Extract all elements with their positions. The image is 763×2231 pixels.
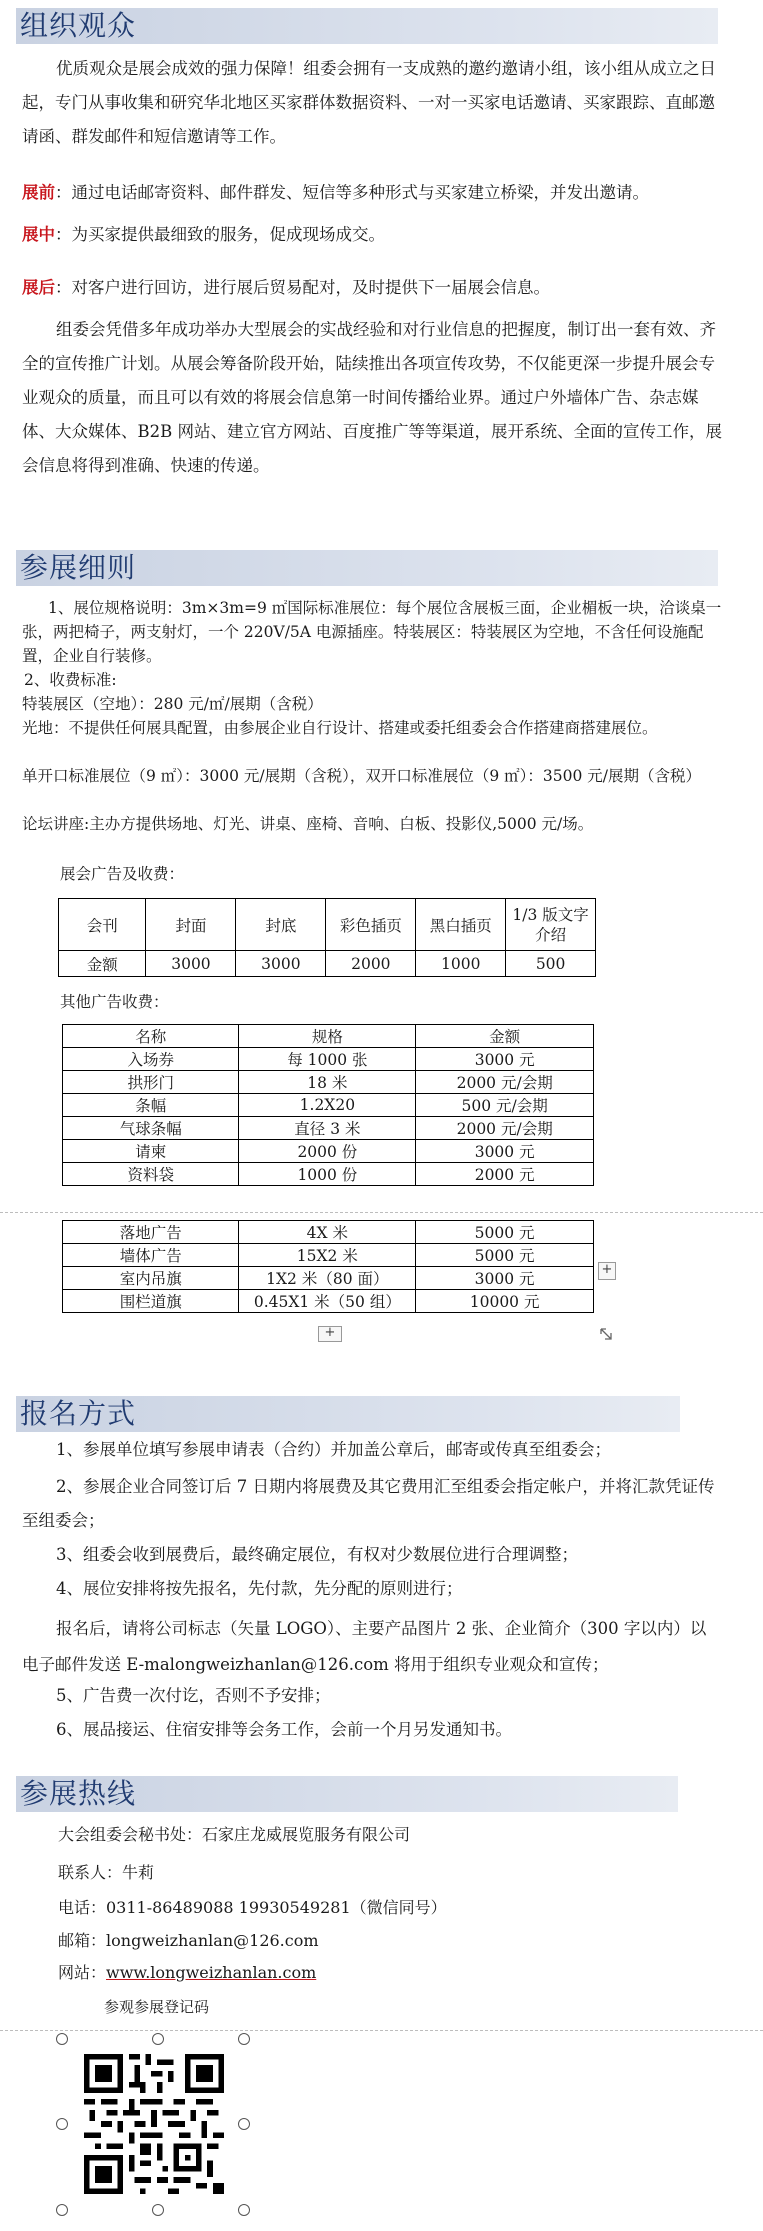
signup-item-1: 1、参展单位填写参展申请表（合约）并加盖公章后，邮寄或传真至组委会； [56,1440,611,1459]
table-cell: 3000 元 [416,1048,594,1071]
ad-table-row [59,951,596,977]
other-ad-table [62,1024,594,1186]
hotline-website [58,1962,316,1984]
during-text: ：为买家提供最细致的服务，促成现场成交。 [55,225,385,244]
image-resize-handle[interactable] [56,2118,68,2130]
image-resize-handle[interactable] [238,2033,250,2045]
ad-header-cell: 1/3 版文字介绍 [506,899,596,951]
table-cell: 5000 元 [416,1221,594,1244]
table-row [63,1267,594,1290]
table-cell: 资料袋 [63,1163,239,1186]
table-cell: 1X2 米（80 面） [239,1267,416,1290]
ad-header-cell: 封面 [146,899,236,951]
other-ad-table-continued [62,1220,594,1313]
qr-caption: 参观参展登记码 [104,1998,210,2016]
ad-cell: 金额 [59,951,146,977]
table-cell: 3000 元 [416,1140,594,1163]
add-column-button[interactable]: + [598,1262,616,1280]
table-row [63,1221,594,1244]
table-cell: 室内吊旗 [63,1267,239,1290]
section-title-details: 参展细则 [20,551,137,584]
signup-item-3: 3、组委会收到展费后，最终确定展位，有权对少数展位进行合理调整； [56,1545,578,1564]
table-cell: 1.2X20 [239,1094,416,1117]
ad-price-table [58,898,596,977]
section-title-audience: 组织观众 [20,9,137,42]
section-header-signup [16,1396,680,1432]
hotline-organizer: 大会组委会秘书处：石家庄龙威展览服务有限公司 [58,1825,411,1844]
before-label: 展前 [22,183,55,202]
other-table-header-row [63,1025,594,1048]
table-cell: 3000 元 [416,1267,594,1290]
details-line4: 光地：不提供任何展具配置，由参展企业自行设计、搭建或委托组委会合作搭建商搭建展位。 [22,719,658,737]
audience-promo: 组委会凭借多年成功举办大型展会的实战经验和对行业信息的把握度，制订出一套有效、齐全的宣传推广计划。从展会筹备阶段开始，陆续推出各项宣传攻势，不仅能更深一步提升展会专业观众的质量，而且可以有效的将展会信息第一时间传播给业界。通过户外墙体广告、杂志媒体、大众媒体、B2B 网站、建立官方网站、百度推广等等渠道，展开系统、全面的宣传工作，展会信息将得到准确、快速的传递。 [22,320,722,475]
table-cell: 直径 3 米 [239,1117,416,1140]
ad-cell: 1000 [416,951,506,977]
image-resize-handle[interactable] [152,2033,164,2045]
table-cell: 15X2 米 [239,1244,416,1267]
table-row [63,1290,594,1313]
table-cell: 500 元/会期 [416,1094,594,1117]
section-header-audience [16,8,718,44]
table-cell: 2000 份 [239,1140,416,1163]
other-ad-caption: 其他广告收费： [60,993,169,1011]
during-label: 展中 [22,225,55,244]
table-cell: 请柬 [63,1140,239,1163]
table-cell: 条幅 [63,1094,239,1117]
image-resize-handle[interactable] [238,2118,250,2130]
other-header-cell: 名称 [63,1025,239,1048]
details-line3: 特装展区（空地）：280 元/㎡/展期（含税） [22,695,323,713]
page-break-line-2 [0,2030,763,2031]
signup-item-2: 2、参展企业合同签订后 7 日期内将展费及其它费用汇至组委会指定帐户，并将汇款凭证传至组委会； [22,1477,715,1530]
table-cell: 围栏道旗 [63,1290,239,1313]
table-cell: 5000 元 [416,1244,594,1267]
image-resize-handle[interactable] [56,2033,68,2045]
ad-header-cell: 封底 [236,899,326,951]
details-line6: 论坛讲座:主办方提供场地、灯光、讲桌、座椅、音响、白板、投影仪,5000 元/场。 [22,815,594,833]
table-cell: 气球条幅 [63,1117,239,1140]
ad-cell: 500 [506,951,596,977]
qr-code-image[interactable] [84,2054,224,2194]
ad-header-cell: 会刊 [59,899,146,951]
image-resize-handle[interactable] [56,2204,68,2216]
table-row [63,1117,594,1140]
image-resize-handle[interactable] [238,2204,250,2216]
ad-caption: 展会广告及收费： [60,865,185,883]
details-line5: 单开口标准展位（9 ㎡）：3000 元/展期（含税），双开口标准展位（9 ㎡）：3500 元/展期（含税） [22,767,702,785]
table-cell: 2000 元 [416,1163,594,1186]
table-cell: 墙体广告 [63,1244,239,1267]
other-header-cell: 规格 [239,1025,416,1048]
table-row [63,1071,594,1094]
audience-after [22,271,722,305]
audience-before [22,176,722,210]
table-row [63,1244,594,1267]
section-title-hotline: 参展热线 [20,1777,137,1810]
table-cell: 拱形门 [63,1071,239,1094]
resize-icon [598,1326,614,1342]
table-cell: 1000 份 [239,1163,416,1186]
table-row [63,1140,594,1163]
ad-header-cell: 黑白插页 [416,899,506,951]
signup-item-5 [22,1611,722,1683]
table-row [63,1094,594,1117]
ad-cell: 2000 [326,951,416,977]
website-link[interactable]: www.longweizhanlan.com [106,1963,317,1982]
table-cell: 10000 元 [416,1290,594,1313]
signup-item-4: 4、展位安排将按先报名，先付款，先分配的原则进行； [56,1579,463,1598]
table-resize-handle[interactable] [598,1326,614,1342]
image-resize-handle[interactable] [152,2204,164,2216]
audience-during [22,218,722,252]
signup-item-6: 5、广告费一次付讫，否则不予安排； [56,1686,331,1705]
ad-header-cell: 彩色插页 [326,899,416,951]
details-line2: 2、收费标准: [24,671,117,689]
table-cell: 4X 米 [239,1221,416,1244]
hotline-contact-person: 联系人：牛莉 [58,1863,155,1882]
table-cell: 18 米 [239,1071,416,1094]
table-row [63,1163,594,1186]
email-value[interactable]: longweizhanlan@126.com [106,1931,319,1950]
email-label: 邮箱： [58,1931,107,1950]
section-title-signup: 报名方式 [20,1397,137,1430]
details-line1: 1、展位规格说明：3m×3m=9 ㎡国际标准展位：每个展位含展板三面，企业楣板一块，洽谈桌一张，两把椅子，两支射灯，一个 220V/5A 电源插座。特装展区：特装展区为空地，不含任何设施配置，企业自行装修。 [22,599,722,665]
table-cell: 2000 元/会期 [416,1117,594,1140]
signup-item-7: 6、展品接运、住宿安排等会务工作，会前一个月另发通知书。 [56,1720,512,1739]
table-cell: 入场券 [63,1048,239,1071]
hotline-email [58,1930,319,1952]
website-label: 网站： [58,1963,107,1982]
ad-table-header-row [59,899,596,951]
add-row-button[interactable]: + [318,1326,342,1342]
table-cell: 落地广告 [63,1221,239,1244]
signup-item-5-text: 报名后，请将公司标志（矢量 LOGO）、主要产品图片 2 张、企业简介（300 字以内）以电子邮件发送 E-malongweizhanlan@126.com 将用于组织专业观众和宣传； [22,1619,707,1674]
before-text: ：通过电话邮寄资料、邮件群发、短信等多种形式与买家建立桥梁，并发出邀请。 [55,183,649,202]
section-header-details [16,550,718,586]
hotline-phone: 电话：0311-86489088 19930549281（微信同号） [58,1898,447,1917]
table-cell: 每 1000 张 [239,1048,416,1071]
ad-cell: 3000 [146,951,236,977]
ad-cell: 3000 [236,951,326,977]
table-cell: 2000 元/会期 [416,1071,594,1094]
after-label: 展后 [22,278,55,297]
table-cell: 0.45X1 米（50 组） [239,1290,416,1313]
other-header-cell: 金额 [416,1025,594,1048]
section-header-hotline [16,1776,678,1812]
audience-intro: 优质观众是展会成效的强力保障！组委会拥有一支成熟的邀约邀请小组，该小组从成立之日起，专门从事收集和研究华北地区买家群体数据资料、一对一买家电话邀请、买家跟踪、直邮邀请函、群发邮件和短信邀请等工作。 [22,59,716,146]
table-row [63,1048,594,1071]
after-text: ：对客户进行回访，进行展后贸易配对，及时提供下一届展会信息。 [55,278,550,297]
page-break-line [0,1212,763,1213]
